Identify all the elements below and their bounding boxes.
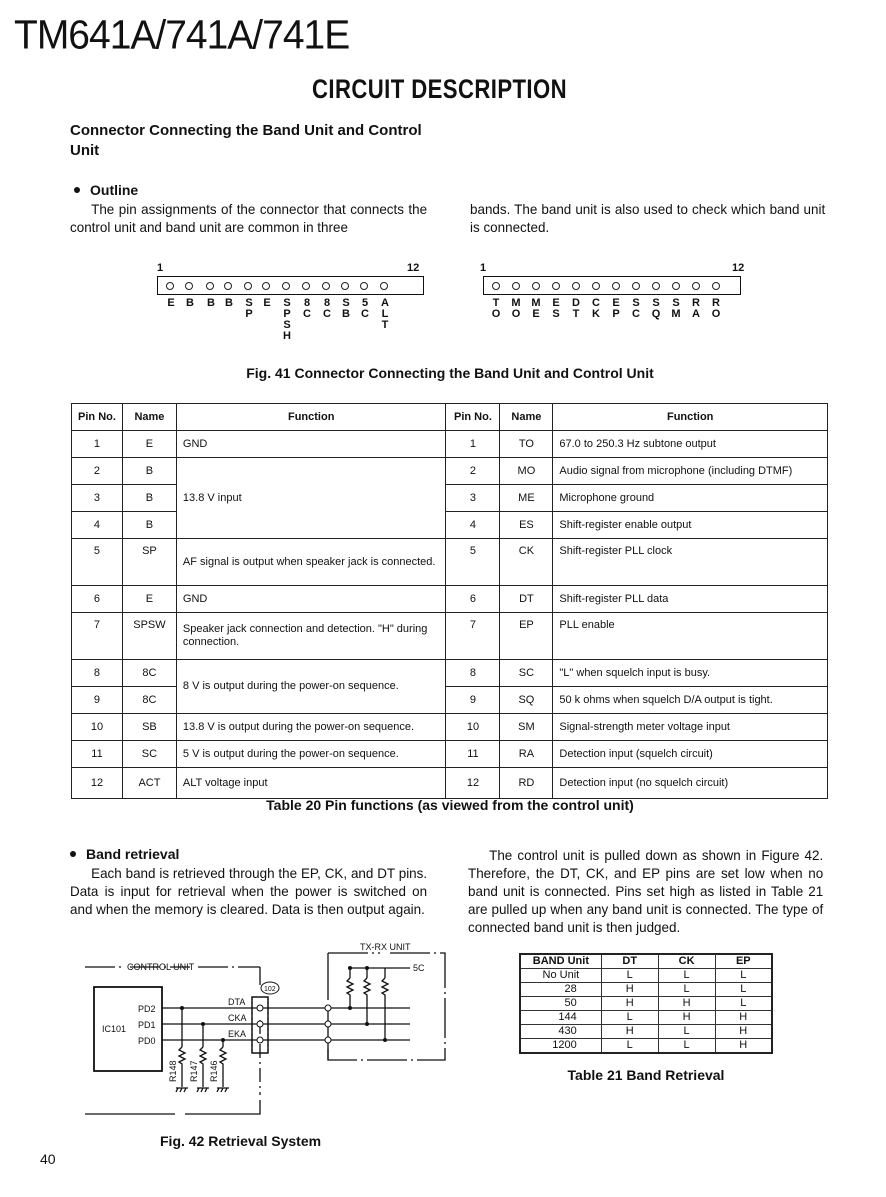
pin-hole-icon [380, 282, 388, 290]
ic-pin-label: PD0 [138, 1036, 156, 1046]
cell-function: Detection input (squelch circuit) [553, 741, 828, 768]
cell-function: ALT voltage input [176, 768, 446, 799]
col-header: CK [658, 954, 715, 969]
supply-label: 5C [413, 963, 425, 973]
pin-name: S M [671, 297, 681, 320]
cell-name: TO [500, 431, 553, 458]
cell-pin: 12 [446, 768, 500, 799]
cell-pin: 2 [72, 458, 123, 485]
pin-hole-icon [262, 282, 270, 290]
cell-function: 13.8 V input [176, 458, 446, 539]
pin-1-label: 1 [157, 262, 164, 274]
cell-dt: L [601, 969, 658, 983]
pin-name: S P S H [283, 297, 291, 342]
cell-ck: L [658, 983, 715, 997]
table-row [72, 586, 828, 613]
cell-pin: 4 [72, 512, 123, 539]
cell-function: GND [176, 431, 446, 458]
cell-pin: 6 [72, 586, 123, 613]
cell-name: MO [500, 458, 553, 485]
cell-name: RD [500, 768, 553, 799]
pin-hole-icon [672, 282, 680, 290]
cell-function: 50 k ohms when squelch D/A output is tight. [553, 687, 828, 714]
cell-name: E [122, 586, 176, 613]
cell-band: No Unit [520, 969, 601, 983]
col-header: Function [553, 404, 828, 431]
fig42-caption: Fig. 42 Retrieval System [160, 1133, 322, 1149]
cell-pin: 8 [446, 660, 500, 687]
pin-hole-icon [244, 282, 252, 290]
pin-name: B [225, 297, 233, 309]
cell-function: 5 V is output during the power-on sequence. [176, 741, 446, 768]
pin-name: B [186, 297, 194, 309]
connector-diagram-left [155, 262, 425, 362]
table-row [520, 1039, 772, 1054]
table-row [520, 997, 772, 1011]
cell-pin: 5 [72, 539, 123, 586]
cell-dt: H [601, 997, 658, 1011]
pin-hole-icon [552, 282, 560, 290]
control-unit-label: CONTROL UNIT [127, 962, 195, 972]
bullet-icon [74, 187, 80, 193]
pin-hole-icon [302, 282, 310, 290]
cell-pin: 11 [72, 741, 123, 768]
band-retrieval-text-left: Each band is retrieved through the EP, CK, and DT pins. Data is input for retrieval when the power is switched on and when the memory is cleared. Data is then output again. [70, 865, 428, 917]
cell-ck: L [658, 1025, 715, 1039]
outline-text-left: The pin assignments of the connector that connects the control unit and band unit are common in three [70, 201, 428, 235]
cell-ck: H [658, 997, 715, 1011]
pin-hole-icon [360, 282, 368, 290]
pin-hole-icon [512, 282, 520, 290]
connector-body [483, 276, 741, 295]
pin-name: E [263, 297, 271, 309]
cell-ep: L [715, 983, 772, 997]
table-header-row [520, 954, 772, 969]
table20-caption: Table 20 Pin functions (as viewed from the control unit) [266, 797, 634, 813]
pin-name: D T [572, 297, 580, 320]
pin-hole-icon [592, 282, 600, 290]
pin-hole-icon [572, 282, 580, 290]
table-row [520, 1011, 772, 1025]
cell-pin: 2 [446, 458, 500, 485]
cell-name: SP [122, 539, 176, 586]
col-header: BAND Unit [520, 954, 601, 969]
cell-function: GND [176, 586, 446, 613]
pin-hole-icon [712, 282, 720, 290]
cell-pin: 10 [446, 714, 500, 741]
col-header: Name [122, 404, 176, 431]
col-header: Name [500, 404, 553, 431]
pin-hole-icon [341, 282, 349, 290]
page-number: 40 [40, 1151, 56, 1167]
pin-1-label: 1 [480, 262, 487, 274]
cell-pin: 11 [446, 741, 500, 768]
table-row [520, 1025, 772, 1039]
cell-dt: H [601, 983, 658, 997]
table-row [72, 458, 828, 485]
cell-dt: H [601, 1025, 658, 1039]
cell-function: Microphone ground [553, 485, 828, 512]
col-header: Function [176, 404, 446, 431]
col-header: Pin No. [72, 404, 123, 431]
pin-name: E P [612, 297, 620, 320]
cell-function: Shift-register enable output [553, 512, 828, 539]
pin-name: E S [552, 297, 560, 320]
connector-body [157, 276, 424, 295]
table-row [72, 714, 828, 741]
pin-name: B [207, 297, 215, 309]
cell-ep: L [715, 997, 772, 1011]
cell-name: SB [122, 714, 176, 741]
cell-function: Signal-strength meter voltage input [553, 714, 828, 741]
pin-12-label: 12 [407, 262, 420, 274]
pin-hole-icon [185, 282, 193, 290]
cell-pin: 9 [72, 687, 123, 714]
pin-name: 8 C [323, 297, 331, 320]
fig41-caption: Fig. 41 Connector Connecting the Band Unit and Control Unit [246, 365, 654, 381]
signal-label: CKA [228, 1013, 247, 1023]
pin-name: M O [511, 297, 521, 320]
pin-hole-icon [612, 282, 620, 290]
cell-name: SC [122, 741, 176, 768]
cell-function: PLL enable [553, 613, 828, 660]
outline-title: Outline [90, 182, 139, 198]
cell-pin: 4 [446, 512, 500, 539]
outline-heading [70, 182, 138, 198]
cell-name: SPSW [122, 613, 176, 660]
pin-hole-icon [206, 282, 214, 290]
cell-name: SQ [500, 687, 553, 714]
table-row [72, 660, 828, 687]
pin-name: S B [342, 297, 350, 320]
band-retrieval-table [519, 953, 773, 1054]
cell-band: 430 [520, 1025, 601, 1039]
connector-label: 102 [264, 986, 276, 993]
resistor-label: R148 [168, 1060, 178, 1082]
table-row [72, 768, 828, 799]
pin-hole-icon [224, 282, 232, 290]
section-title: CIRCUIT DESCRIPTION [312, 74, 568, 104]
cell-ck: L [658, 1039, 715, 1054]
model-title: TM641A/741A/741E [14, 12, 350, 59]
signal-label: EKA [228, 1029, 247, 1039]
retrieval-system-schematic [80, 935, 460, 1125]
cell-function: 8 V is output during the power-on sequence. [176, 660, 446, 714]
table-header-row [72, 404, 828, 431]
cell-function: AF signal is output when speaker jack is connected. [176, 539, 446, 586]
cell-name: B [122, 512, 176, 539]
cell-function: Shift-register PLL clock [553, 539, 828, 586]
cell-pin: 9 [446, 687, 500, 714]
cell-dt: L [601, 1039, 658, 1054]
cell-band: 28 [520, 983, 601, 997]
cell-pin: 3 [446, 485, 500, 512]
cell-function: Detection input (no squelch circuit) [553, 768, 828, 799]
pin-name: 5 C [361, 297, 369, 320]
pin-hole-icon [652, 282, 660, 290]
cell-name: SM [500, 714, 553, 741]
table-row [72, 431, 828, 458]
cell-pin: 1 [446, 431, 500, 458]
pin-hole-icon [492, 282, 500, 290]
cell-pin: 8 [72, 660, 123, 687]
cell-dt: L [601, 1011, 658, 1025]
connector-diagram-right [480, 262, 750, 342]
cell-name: ES [500, 512, 553, 539]
band-retrieval-heading [66, 846, 179, 862]
pin-name: A L T [381, 297, 389, 331]
pin-hole-icon [282, 282, 290, 290]
pin-hole-icon [532, 282, 540, 290]
cell-function: Speaker jack connection and detection. "H" during connection. [176, 613, 446, 660]
cell-function: 13.8 V is output during the power-on sequence. [176, 714, 446, 741]
ic-pin-label: PD1 [138, 1020, 156, 1030]
cell-name: CK [500, 539, 553, 586]
cell-pin: 10 [72, 714, 123, 741]
cell-name: 8C [122, 687, 176, 714]
resistor-label: R147 [189, 1060, 199, 1082]
pin-function-table [71, 403, 828, 799]
connector-heading: Connector Connecting the Band Unit and Control Unit [70, 122, 422, 159]
cell-name: E [122, 431, 176, 458]
pin-name: M E [531, 297, 541, 320]
pin-hole-icon [692, 282, 700, 290]
pin-hole-icon [632, 282, 640, 290]
cell-function: Audio signal from microphone (including DTMF) [553, 458, 828, 485]
cell-band: 1200 [520, 1039, 601, 1054]
pin-name: 8 C [303, 297, 311, 320]
ic-pin-label: PD2 [138, 1004, 156, 1014]
cell-pin: 5 [446, 539, 500, 586]
cell-band: 50 [520, 997, 601, 1011]
cell-ep: L [715, 969, 772, 983]
cell-ck: H [658, 1011, 715, 1025]
resistor-label: R146 [209, 1060, 219, 1082]
cell-name: DT [500, 586, 553, 613]
pin-name: S Q [651, 297, 661, 320]
cell-name: RA [500, 741, 553, 768]
cell-function: 67.0 to 250.3 Hz subtone output [553, 431, 828, 458]
table-row [520, 983, 772, 997]
cell-name: EP [500, 613, 553, 660]
pin-12-label: 12 [732, 262, 745, 274]
table-row [72, 613, 828, 660]
cell-pin: 1 [72, 431, 123, 458]
col-header: EP [715, 954, 772, 969]
pin-name: E [167, 297, 175, 309]
cell-ep: H [715, 1039, 772, 1054]
cell-pin: 7 [72, 613, 123, 660]
col-header: DT [601, 954, 658, 969]
cell-ep: H [715, 1011, 772, 1025]
cell-name: ACT [122, 768, 176, 799]
cell-pin: 7 [446, 613, 500, 660]
table-row [72, 741, 828, 768]
band-retrieval-text-right: The control unit is pulled down as shown in Figure 42. Therefore, the DT, CK, and EP pins are set low when no band unit is connected. Pins set high as listed in Table 21 are pulled up when any band unit is connected. The type of connected band unit is then judged. [468, 847, 824, 935]
pin-name: R A [692, 297, 700, 320]
bullet-icon [70, 851, 76, 857]
cell-name: ME [500, 485, 553, 512]
table-row [72, 539, 828, 586]
cell-name: SC [500, 660, 553, 687]
cell-pin: 12 [72, 768, 123, 799]
cell-pin: 6 [446, 586, 500, 613]
cell-pin: 3 [72, 485, 123, 512]
pin-name: S C [632, 297, 640, 320]
pin-name: R O [711, 297, 721, 320]
cell-band: 144 [520, 1011, 601, 1025]
outline-text-right: bands. The band unit is also used to check which band unit is connected. [470, 201, 826, 235]
cell-name: B [122, 458, 176, 485]
txrx-unit-label: TX-RX UNIT [360, 942, 411, 952]
cell-ck: L [658, 969, 715, 983]
band-retrieval-title: Band retrieval [86, 846, 180, 862]
cell-function: Shift-register PLL data [553, 586, 828, 613]
cell-name: B [122, 485, 176, 512]
ic-label: IC101 [102, 1024, 127, 1034]
pin-name: T O [491, 297, 501, 320]
cell-function: "L" when squelch input is busy. [553, 660, 828, 687]
table-row [520, 969, 772, 983]
pin-hole-icon [322, 282, 330, 290]
pin-name: C K [592, 297, 600, 320]
cell-name: 8C [122, 660, 176, 687]
table21-caption: Table 21 Band Retrieval [567, 1067, 725, 1083]
cell-ep: H [715, 1025, 772, 1039]
signal-label: DTA [228, 997, 246, 1007]
pin-name: S P [245, 297, 253, 320]
col-header: Pin No. [446, 404, 500, 431]
pin-hole-icon [166, 282, 174, 290]
